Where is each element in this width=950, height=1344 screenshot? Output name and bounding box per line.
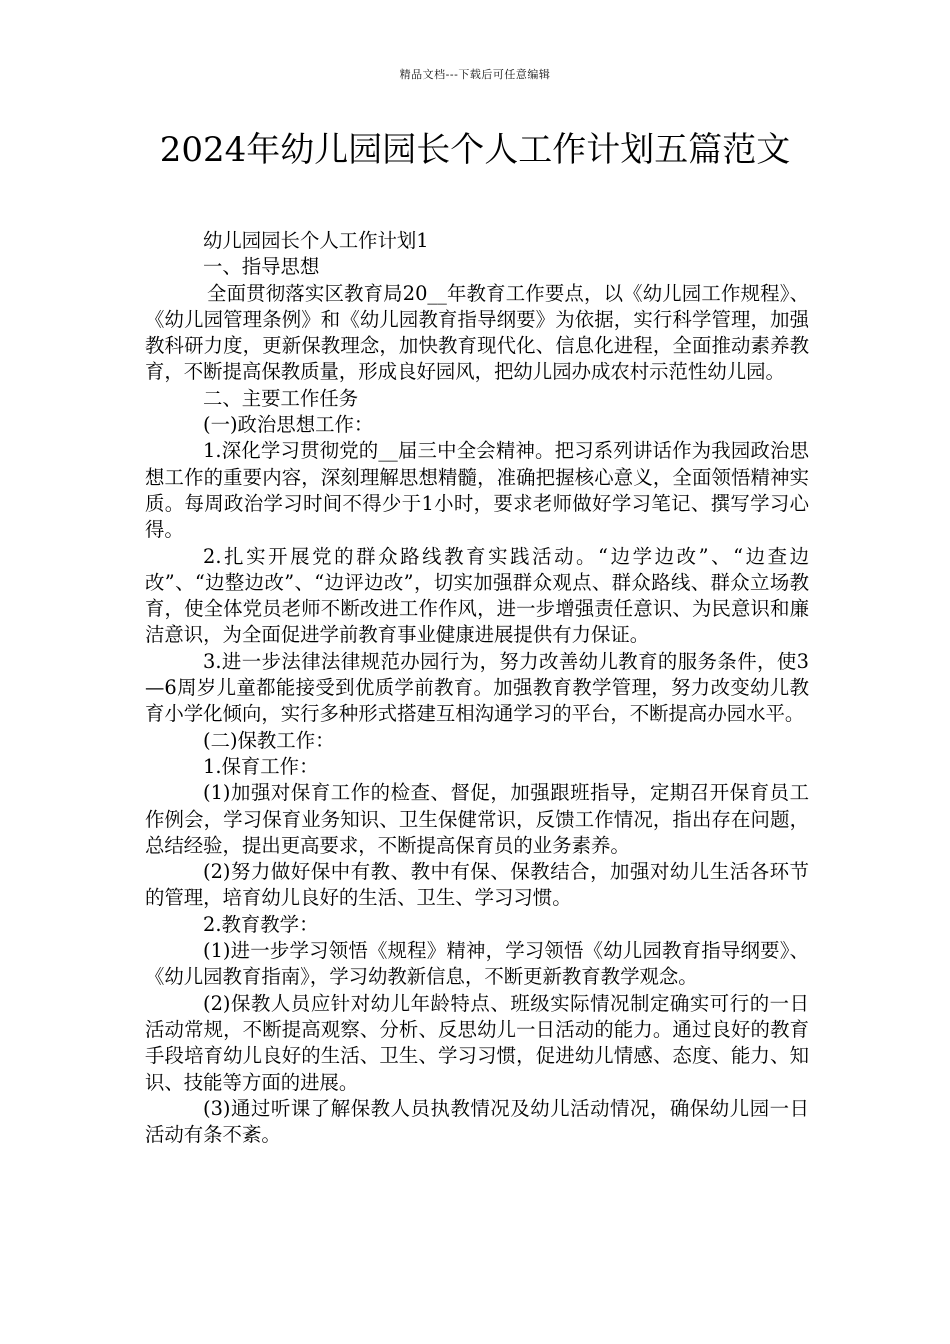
header-note: 精品文档---下载后可任意编辑 (399, 68, 551, 81)
paragraph-heading-care-education: (二)保教工作： (203, 728, 335, 752)
paragraph-teaching-item-1: (1)进一步学习领悟《规程》精神，学习领悟《幼儿园教育指导纲要》、《幼儿园教育指南》，学习幼教新信息，不断更新教育教学观念。 (145, 939, 809, 989)
paragraph-political-item-1: 1.深化学习贯彻党的__届三中全会精神。把习系列讲话作为我园政治思想工作的重要内容，深刻理解思想精髓，准确把握核心意义，全面领悟精神实质。每周政治学习时间不得少于1小时，要求老师做好学习笔记、撰写学习心得。 (145, 439, 809, 542)
document-body (145, 228, 809, 1148)
document-title: 2024年幼儿园园长个人工作计划五篇范文 (159, 130, 791, 170)
paragraph-teaching-item-3: (3)通过听课了解保教人员执教情况及幼儿活动情况，确保幼儿园一日活动有条不紊。 (145, 1096, 809, 1147)
paragraph-heading-main-tasks: 二、主要工作任务 (203, 386, 359, 410)
paragraph-heading-political-work: (一)政治思想工作： (203, 413, 374, 437)
paragraph-political-item-3: 3.进一步法律法律规范办园行为，努力改善幼儿教育的服务条件，使3—6周岁儿童都能接受到优质学前教育。加强教育教学管理，努力改变幼儿教育小学化倾向，实行多种形式搭建互相沟通学习的平台，不断提高办园水平。 (145, 649, 809, 726)
paragraph-heading-guiding-ideology: 一、指导思想 (203, 255, 320, 279)
paragraph-care-item-2: (2)努力做好保中有教、教中有保、保教结合，加强对幼儿生活各环节的管理，培育幼儿良好的生活、卫生、学习习惯。 (145, 860, 809, 910)
paragraph-political-item-2: 2.扎实开展党的群众路线教育实践活动。“边学边改”、“边查边改”、“边整边改”、“边评边改”，切实加强群众观点、群众路线、群众立场教育，使全体党员老师不断改进工作作风，进一步增强责任意识、为民意识和廉洁意识，为全面促进学前教育事业健康进展提供有力保证。 (145, 544, 809, 647)
paragraph-teaching-item-2: (2)保教人员应针对幼儿年龄特点、班级实际情况制定确实可行的一日活动常规，不断提高观察、分析、反思幼儿一日活动的能力。通过良好的教育手段培育幼儿良好的生活、卫生、学习习惯，促进幼儿情感、态度、能力、知识、技能等方面的进展。 (145, 991, 809, 1094)
paragraph-care-item-1: (1)加强对保育工作的检查、督促，加强跟班指导，定期召开保育员工作例会，学习保育业务知识、卫生保健常识，反馈工作情况，指出存在问题，总结经验，提出更高要求，不断提高保育员的业务素养。 (145, 781, 809, 857)
paragraph-heading-teaching: 2.教育教学： (203, 912, 319, 936)
paragraph-guiding-ideology: 全面贯彻落实区教育局20__年教育工作要点，以《幼儿园工作规程》、《幼儿园管理条例》和《幼儿园教育指导纲要》为依据，实行科学管理，加强教科研力度，更新保教理念，加快教育现代化、信息化进程，全面推动素养教育，不断提高保教质量，形成良好园风，把幼儿园办成农村示范性幼儿园。 (145, 281, 809, 384)
paragraph-section-heading: 幼儿园园长个人工作计划1 (203, 229, 429, 252)
paragraph-heading-care-work: 1.保育工作： (203, 754, 319, 778)
